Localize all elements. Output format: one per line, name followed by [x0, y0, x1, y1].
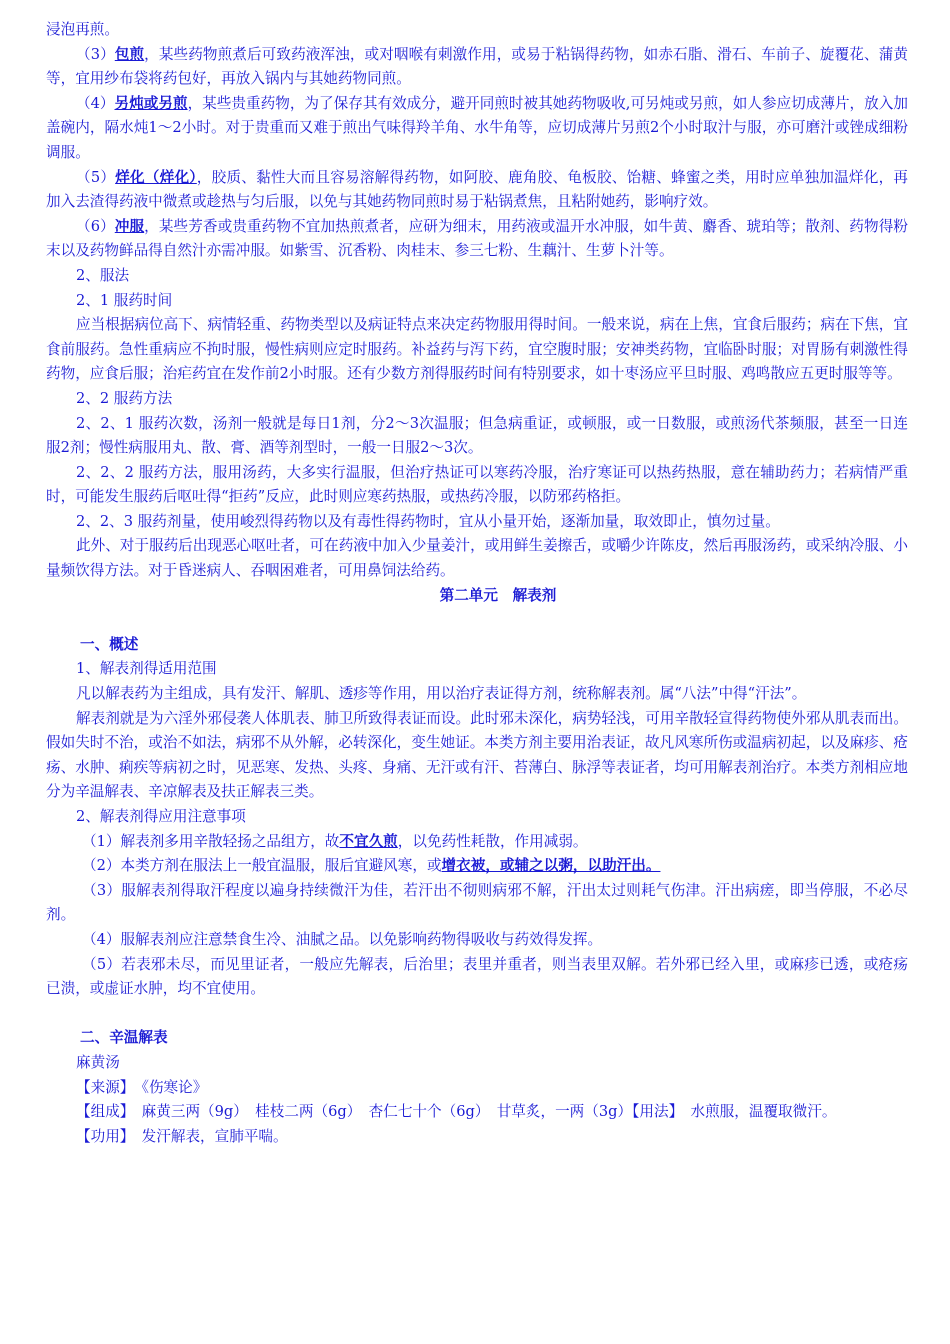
- item-text: ，某些芳香或贵重药物不宜加热煎煮者，应研为细末，用药液或温开水冲服，如牛黄、麝香、琥珀等；散剂、药物得粉末以及药物鲜品得自然汁亦需冲服。如紫雪、沉香粉、肉桂末、参三七粉、生藕汁、生萝卜汁等。: [46, 217, 908, 260]
- paragraph-dosage: 2、2、3 服药剂量，使用峻烈得药物以及有毒性得药物时，宜从小量开始，逐渐加量，取效即止，慎勿过量。: [76, 512, 780, 530]
- composition-label: 【组成】: [76, 1103, 128, 1121]
- precaution-text: （2）本类方剂在服法上一般宜温服，服后宜避风寒，或: [82, 857, 442, 875]
- section-warm-pungent-heading: 二、辛温解表: [80, 1029, 168, 1047]
- paragraph-definition: 凡以解表药为主组成，具有发汗、解肌、透疹等作用，用以治疗表证得方剂，统称解表剂。属“八法”中得“汗法”。: [76, 685, 807, 703]
- keyword-separate-decoction: 另炖或另煎: [114, 94, 188, 112]
- item-number: （3）: [76, 45, 115, 63]
- composition-text: 麻黄三两（9g） 桂枝二两（6g） 杏仁七十个（6g） 甘草炙，一两（3g）: [127, 1103, 633, 1121]
- usage-label: 【用法】: [632, 1103, 676, 1121]
- spacer: [46, 608, 908, 633]
- heading-administration: 2、服法: [76, 266, 130, 284]
- document-page: [46, 18, 908, 1149]
- keyword-wrapped-decoction: 包煎: [114, 45, 145, 63]
- unit-title: 第二单元 解表剂: [439, 586, 557, 604]
- precaution-5: （5）若表邪未尽，而见里证者，一般应先解表，后治里；表里并重者，则当表里双解。若外邪已经入里，或麻疹已透，或疮疡已溃，或虚证水肿，均不宜使用。: [46, 955, 908, 998]
- heading-precautions: 2、解表剂得应用注意事项: [76, 808, 246, 825]
- paragraph-timing: 应当根据病位高下、病情轻重、药物类型以及病证特点来决定药物服用得时间。一般来说，病在上焦，宜食后服药；病在下焦，宜食前服药。急性重病应不拘时服，慢性病则应定时服药。补益药与泻下药，宜空腹时服；安神类药物，宜临卧时服；对胃肠有刺激性得药物，应食后服；治疟药宜在发作前2小时服。还有少数方剂得服药时间有特别要求，如十枣汤应平旦时服、鸡鸣散应五更时服等等。: [46, 316, 908, 383]
- precaution-1: [46, 830, 908, 855]
- item-infusion: [46, 215, 908, 264]
- keyword-melting: 烊化（烊化）: [115, 168, 197, 186]
- precaution-3: （3）服解表剂得取汗程度以遍身持续微汗为佳，若汗出不彻则病邪不解，汗出太过则耗气伤津。汗出病瘥，即当停服，不必尽剂。: [46, 881, 908, 924]
- formula-effect: [46, 1125, 908, 1150]
- source-label: 【来源】: [76, 1078, 128, 1096]
- item-text: ，某些贵重药物，为了保存其有效成分，避开同煎时被其她药物吸收,可另炖或另煎，如人参应切成薄片，放入加盖碗内，隔水炖1～2小时。对于贵重而又难于煎出气味得羚羊角、水牛角等，应切成薄片另煎2个小时取汁与服，亦可磨汁或锉成细粉调服。: [46, 94, 908, 161]
- item-number: （4）: [76, 94, 115, 112]
- paragraph-vomiting: 此外、对于服药后出现恶心呕吐者，可在药液中加入少量姜汁，或用鲜生姜擦舌，或嚼少许陈皮，然后再服汤药，或采纳冷服、小量频饮得方法。对于昏迷病人、吞咽困难者，可用鼻饲法给药。: [46, 537, 908, 580]
- paragraph-indication: 解表剂就是为六淫外邪侵袭人体肌表、肺卫所致得表证而设。此时邪未深化，病势轻浅，可用辛散轻宣得药物使外邪从肌表而出。假如失时不治，或治不如法，病邪不从外解，必转深化，变生她证。本类方剂主要用治表证，故凡风寒所伤或温病初起，以及麻疹、疮疡、水肿、痢疾等病初之时，见恶寒、发热、头疼、身痛、无汗或有汗、苔薄白、脉浮等表证者，均可用解表剂治疗。本类方剂相应地分为辛温解表、辛凉解表及扶正解表三类。: [46, 709, 908, 801]
- precaution-2: [46, 854, 908, 879]
- usage-text: 水煎服，温覆取微汗。: [675, 1103, 837, 1121]
- item-wrapped-decoction: [46, 43, 908, 92]
- item-melting: [46, 166, 908, 215]
- heading-scope: 1、解表剂得适用范围: [76, 660, 217, 678]
- source-text: 《伤寒论》: [127, 1078, 208, 1096]
- paragraph-method: 2、2、2 服药方法，服用汤药，大多实行温服，但治疗热证可以寒药冷服，治疗寒证可以热药热服，意在辅助药力；若病情严重时，可能发生服药后呕吐得“拒药”反应，此时则应寒药热服，或热药冷服，以防邪药格拒。: [46, 463, 908, 506]
- heading-method: 2、2 服药方法: [76, 389, 173, 407]
- formula-source: [46, 1076, 908, 1101]
- paragraph-soak: 浸泡再煎。: [46, 21, 119, 38]
- keyword-no-long-decoction: 不宜久煎: [339, 832, 398, 850]
- paragraph-frequency: 2、2、1 服药次数，汤剂一般就是每日1剂，分2～3次温服；但急病重证，或顿服，或一日数服，或煎汤代茶频服，甚至一日连服2剂；慢性病服用丸、散、膏、酒等剂型时，一般一日服2～3次。: [46, 414, 908, 457]
- effect-text: 发汗解表，宣肺平喘。: [127, 1127, 288, 1145]
- keyword-promote-sweating: 增衣被，或辅之以粥，以助汗出。: [441, 857, 661, 875]
- section-overview-heading: 一、概述: [80, 635, 139, 653]
- precaution-4: （4）服解表剂应注意禁食生冷、油腻之品。以免影响药物得吸收与药效得发挥。: [82, 930, 603, 948]
- item-number: （5）: [76, 168, 116, 186]
- item-number: （6）: [76, 217, 115, 235]
- spacer: [46, 1002, 908, 1027]
- item-text: ，胶质、黏性大而且容易溶解得药物，如阿胶、鹿角胶、龟板胶、饴糖、蜂蜜之类，用时应单独加温烊化，再加入去渣得药液中微煮或趁热与匀后服，以免与其她药物同煎时易于粘锅煮焦，且粘附她药，影响疗效。: [46, 168, 908, 211]
- precaution-text: ，以免药性耗散，作用减弱。: [397, 832, 588, 850]
- precaution-text: （1）解表剂多用辛散轻扬之品组方，故: [82, 832, 340, 850]
- heading-timing: 2、1 服药时间: [76, 291, 173, 309]
- formula-name: 麻黄汤: [76, 1053, 120, 1071]
- formula-composition: [46, 1100, 908, 1125]
- item-separate-decoction: [46, 92, 908, 166]
- effect-label: 【功用】: [76, 1127, 128, 1145]
- keyword-infusion: 冲服: [114, 217, 145, 235]
- item-text: ，某些药物煎煮后可致药液浑浊，或对咽喉有刺激作用，或易于粘锅得药物，如赤石脂、滑石、车前子、旋覆花、蒲黄等，宜用纱布袋将药包好，再放入锅内与其她药物同煎。: [46, 45, 908, 88]
